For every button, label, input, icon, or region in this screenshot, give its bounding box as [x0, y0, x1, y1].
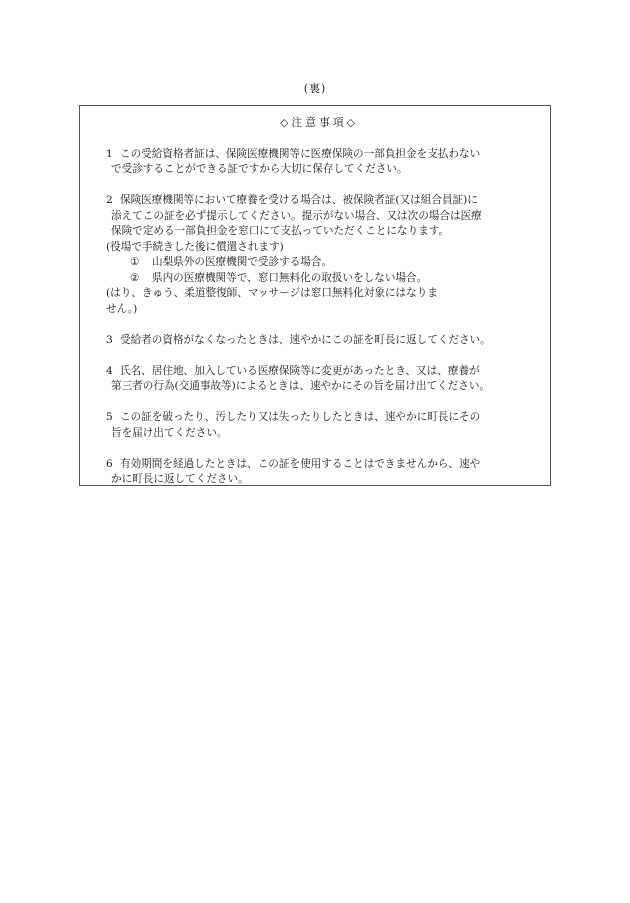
notice-sub-extra-line: (はり、きゅう、柔道整復師、マッサージは窓口無料化対象にはなりま [106, 287, 438, 299]
notice-item-3 [106, 333, 532, 349]
notice-sub-text: 山梨県外の医療機関で受診する場合。 [152, 256, 333, 268]
notice-item-2 [106, 193, 532, 317]
notice-item-number: 6 [106, 457, 113, 470]
notice-item-line: 1 この受給資格者証は、保険医療機関等に医療保険の一部負担金を支払わない [106, 147, 532, 163]
notice-sub-extra-line: せん。) [106, 302, 138, 315]
notice-sub-text: 県内の医療機関等で、窓口無料化の取扱いをしない場合。 [152, 271, 428, 284]
notice-item-line: 保険で定める一部負担金を窓口にて支払っていただくことになります。 [111, 225, 450, 237]
notice-sub-marker: ① [130, 256, 140, 268]
page-side-label: (裏) [303, 82, 327, 95]
notice-item-line: 3 受給者の資格がなくなったときは、速やかにこの証を町長に返してください。 [106, 333, 532, 349]
notice-item-line: 6 有効期間を経過したときは、この証を使用することはできませんから、速や [106, 457, 532, 473]
notice-item-line: 2 保険医療機関等において療養を受ける場合は、被保険者証(又は組合員証)に [106, 193, 532, 209]
notice-item-line: 5 この証を破ったり、汚したり又は失ったりしたときは、速やかに町長にその [106, 410, 532, 426]
notice-item-line: 第三者の行為(交通事故等)によるときは、速やかにその旨を届け出てください。 [111, 380, 491, 392]
notice-item-line: で受診することができる証ですから大切に保存してください。 [111, 163, 408, 175]
notice-sub-item-1 [106, 255, 532, 271]
notice-item-number: 5 [106, 411, 113, 423]
notice-item-4 [106, 364, 532, 395]
notice-item-1 [106, 147, 532, 178]
notice-item-number: 2 [106, 194, 113, 206]
notice-item-5 [106, 410, 532, 441]
notice-item-note: (役場で手続きした後に償還されます) [106, 240, 284, 253]
notice-title: ◇注意事項◇ [280, 116, 358, 129]
notice-sub-list [106, 255, 532, 286]
notice-box [79, 105, 551, 486]
notice-item-number: 4 [106, 364, 113, 377]
notice-item-number: 1 [106, 147, 113, 160]
notice-item-line: 添えてこの証を必ず提示してください。提示がない場合、又は次の場合は医療 [111, 209, 482, 222]
notice-item-number: 3 [106, 333, 113, 346]
notice-item-line: かに町長に返してください。 [111, 473, 249, 485]
notice-item-line: 4 氏名、居住地、加入している医療保険等に変更があったとき、又は、療養が [106, 364, 532, 380]
notice-item-line: 旨を届け出てください。 [111, 426, 228, 439]
notice-sub-marker: ② [130, 271, 140, 284]
notice-sub-item-2 [106, 271, 532, 287]
notice-item-6 [106, 457, 532, 488]
